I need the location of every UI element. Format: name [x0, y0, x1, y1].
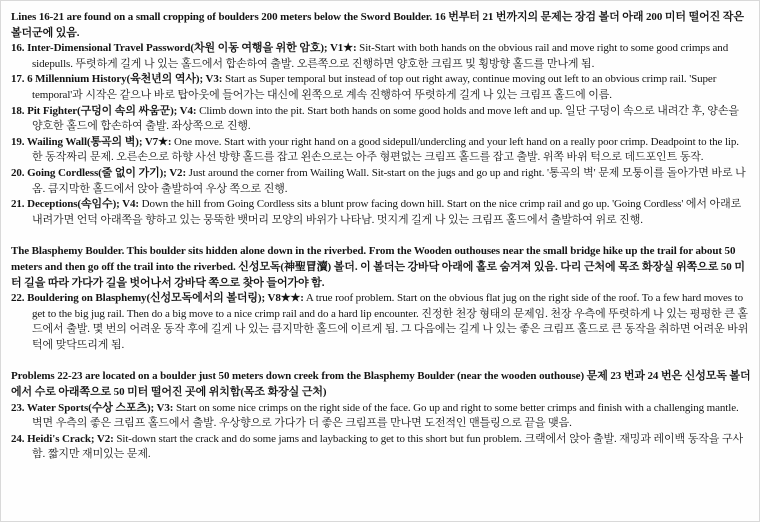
area-intro-16-21: Lines 16-21 are found on a small cropping of boulders 200 meters below the Sword Boulder. 16 번부터 21 번까지의 문제는 장검 볼더 아래 200 미터 떨어진 작은 볼더군에 있음.	[11, 11, 744, 39]
problem-19	[11, 135, 751, 166]
problem-20-description: Just around the corner from Wailing Wall. Sit-start on the jugs and go up and right. '통곡의 벽' 문제 모퉁이를 돌아가면 바로 나옴. 큼지막한 홀드에서 앉아 출발하여 우상 쪽으로 진행.	[32, 166, 746, 195]
problem-23-title: 23. Water Sports(수상 스포츠); V3:	[11, 401, 174, 414]
problem-24	[11, 432, 751, 463]
problem-16-title: 16. Inter-Dimensional Travel Password(차원 이동 여행을 위한 암호); V1★:	[11, 42, 357, 55]
problem-24-description: Sit-down start the crack and do some jams and laybacking to get to this short but fun problem. 크랙에서 앉아 출발. 재밍과 레이백 동작을 구사함. 짧지만 재미있는 문제.	[32, 432, 744, 461]
problem-18	[11, 104, 751, 135]
problem-20-title: 20. Going Cordless(줄 없이 가기); V2:	[11, 166, 187, 179]
problem-21-title: 21. Deceptions(속임수); V4:	[11, 198, 139, 211]
problem-24-title: 24. Heidi's Crack; V2:	[11, 432, 114, 445]
problem-21-description: Down the hill from Going Cordless sits a blunt prow facing down hill. Start on the nice crimp rail and go up. 'Going Cordless' 에서 아래로 내려가면 언덕 아래쪽을 향하고 있는 뭉뚝한 뱃머리 모양의 바위가 나타남. 멋지게 길게 나 있는 크림프 홀드에서 출발하여 위로 진행.	[32, 198, 742, 226]
problem-18-description: Climb down into the pit. Start both hands on some good holds and move left and up. 일단 구덩이 속으로 내려간 후, 양손을 양호한 홀드에 합손하여 출발. 좌상쪽으로 진행.	[32, 104, 739, 133]
problem-18-title: 18. Pit Fighter(구덩이 속의 싸움꾼); V4:	[11, 104, 197, 117]
problem-17-description: Start as Super temporal but instead of top out right away, continue moving out left to an obvious crimp rail. 'Super temporal'과 시작은 같으나 바로 탑아웃에 들어가는 대신에 왼쪽으로 계속 진행하여 뚜렷하게 길게 나 있는 크림프 홀드에 이름.	[32, 73, 717, 101]
problem-19-description: One move. Start with your right hand on a good sidepull/undercling and your left hand on a really poor crimp. Deadpoint to the lip. 한 동작짜리 문제. 오른손으로 하향 사선 방향 홀드를 잡고 왼손으로는 아주 형편없는 크림프 홀드를 잡고 출발. 위쪽 바위 턱으로 데드포인트 동작.	[32, 135, 739, 164]
problem-23-description: Start on some nice crimps on the right side of the face. Go up and right to some better crimps and finish with a challenging mantle. 벽면 우측의 좋은 크림프 홀드에서 출발. 우상향으로 가다가 더 좋은 크림프를 만나면 도전적인 맨틀링으로 끝을 맺음.	[32, 401, 739, 430]
problem-22-description: A true roof problem. Start on the obvious flat jug on the right side of the roof. To a few hard moves to get to the big jug rail. Then do a big move to a nice crimp rail and do a hard lip encounter. 진정한 천장 형태의 문제임. 천장 우측에 뚜렷하게 나 있는 평평한 큰 홀드에서 출발. 몇 번의 어려운 동작 후에 길게 나 있는 큼지막한 홀드에 이르게 됨. 그 다음에는 길게 나 있는 좋은 크림프 홀드로 큰 동작을 취하면 어려운 바위턱에 맞닥뜨리게 됨.	[32, 292, 749, 351]
problem-17	[11, 72, 751, 103]
problem-16	[11, 41, 751, 72]
problem-22-title: 22. Bouldering on Blasphemy(신성모독에서의 볼더링); V8★★:	[11, 292, 304, 305]
blasphemy-boulder-intro: The Blasphemy Boulder. This boulder sits hidden alone down in the riverbed. From the Wooden outhouses near the small bridge hike up the trail for about 50 meters and then go off the trail into the riverbed. 신성모독(神聖冒瀆) 볼더. 이 볼더는 강바닥 아래에 홀로 숨겨져 있음. 다리 근처에 목조 화장실 위쪽으로 50 미터 길을 따라 가다가 길을 벗어나서 강바닥 쪽으로 찾아 들어가야 함.	[11, 245, 745, 289]
outhouse-boulder-intro: Problems 22-23 are located on a boulder just 50 meters down creek from the Blasphemy Boulder (near the wooden outhouse) 문제 23 번과 24 번은 신성모독 볼더에서 수로 아래쪽으로 50 미터 떨어진 곳에 위치함(목조 화장실 근처)	[11, 370, 751, 399]
problem-23	[11, 401, 751, 432]
problem-16-description: Sit-Start with both hands on the obvious rail and move right to some good crimps and sidepulls. 뚜렷하게 길게 나 있는 홀드에서 합손하여 출발. 오른쪽으로 진행하면 양호한 크림프 및 횡방향 홀드를 만나게 됨.	[32, 42, 729, 70]
problem-21	[11, 197, 751, 228]
problem-17-title: 17. 6 Millennium History(육천년의 역사); V3:	[11, 73, 223, 86]
problem-19-title: 19. Wailing Wall(통곡의 벽); V7★:	[11, 135, 172, 148]
problem-20	[11, 166, 751, 197]
problem-22	[11, 291, 751, 353]
